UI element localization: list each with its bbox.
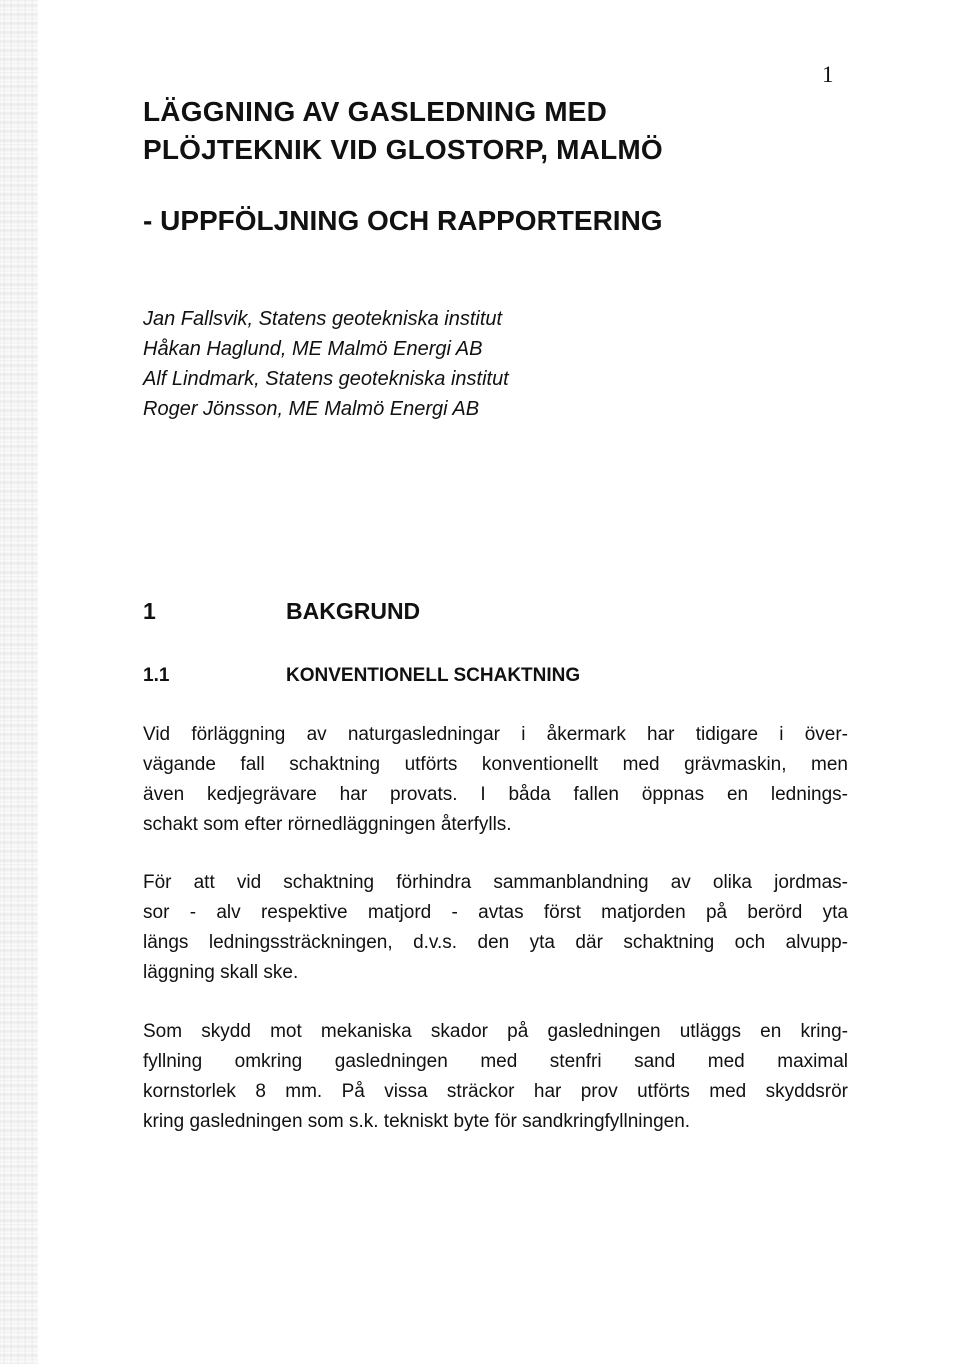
author-line: Roger Jönsson, ME Malmö Energi AB — [143, 398, 480, 420]
text-line: schakt som efter rörnedläggningen återfylls. — [143, 814, 512, 835]
author-line: Jan Fallsvik, Statens geotekniska institut — [143, 308, 503, 330]
document-title — [143, 93, 663, 169]
title-line-1: LÄGGNING AV GASLEDNING MED — [143, 96, 608, 127]
text-line: sor - alv respektive matjord - avtas först matjorden på berörd yta — [143, 902, 848, 923]
page-number: 1 — [822, 62, 834, 87]
text-line: För att vid schaktning förhindra sammanblandning av olika jordmas- — [143, 872, 848, 893]
text-line: Som skydd mot mekaniska skador på gasledningen utläggs en kring- — [143, 1021, 848, 1042]
paragraph-3 — [143, 1017, 848, 1137]
text-line: även kedjegrävare har provats. I båda fallen öppnas en lednings- — [143, 784, 848, 805]
text-line: längs ledningssträckningen, d.v.s. den yta där schaktning och alvupp- — [143, 932, 848, 953]
author-line: Alf Lindmark, Statens geotekniska institut — [143, 368, 509, 390]
title-line-2: PLÖJTEKNIK VID GLOSTORP, MALMÖ — [143, 134, 663, 165]
section-heading — [143, 596, 420, 626]
scan-edge-noise — [0, 0, 38, 1364]
paragraph-2 — [143, 868, 848, 988]
text-line: Vid förläggning av naturgasledningar i åkermark har tidigare i över- — [143, 724, 848, 745]
section-number: 1 — [143, 598, 156, 624]
text-line: fyllning omkring gasledningen med stenfri sand med maximal — [143, 1051, 848, 1072]
text-line: kornstorlek 8 mm. På vissa sträckor har prov utförts med skyddsrör — [143, 1081, 848, 1102]
section-title: BAKGRUND — [286, 598, 421, 624]
text-line: vägande fall schaktning utförts konventionellt med grävmaskin, men — [143, 754, 848, 775]
paragraph-1 — [143, 720, 848, 840]
text-line: läggning skall ske. — [143, 962, 299, 983]
document-subtitle: - UPPFÖLJNING OCH RAPPORTERING — [143, 205, 663, 236]
text-line: kring gasledningen som s.k. tekniskt byte för sandkringfyllningen. — [143, 1111, 691, 1132]
subsection-number: 1.1 — [143, 665, 170, 686]
author-list — [143, 304, 509, 424]
subsection-heading — [143, 662, 580, 690]
subsection-title: KONVENTIONELL SCHAKTNING — [286, 665, 581, 686]
author-line: Håkan Haglund, ME Malmö Energi AB — [143, 338, 483, 360]
